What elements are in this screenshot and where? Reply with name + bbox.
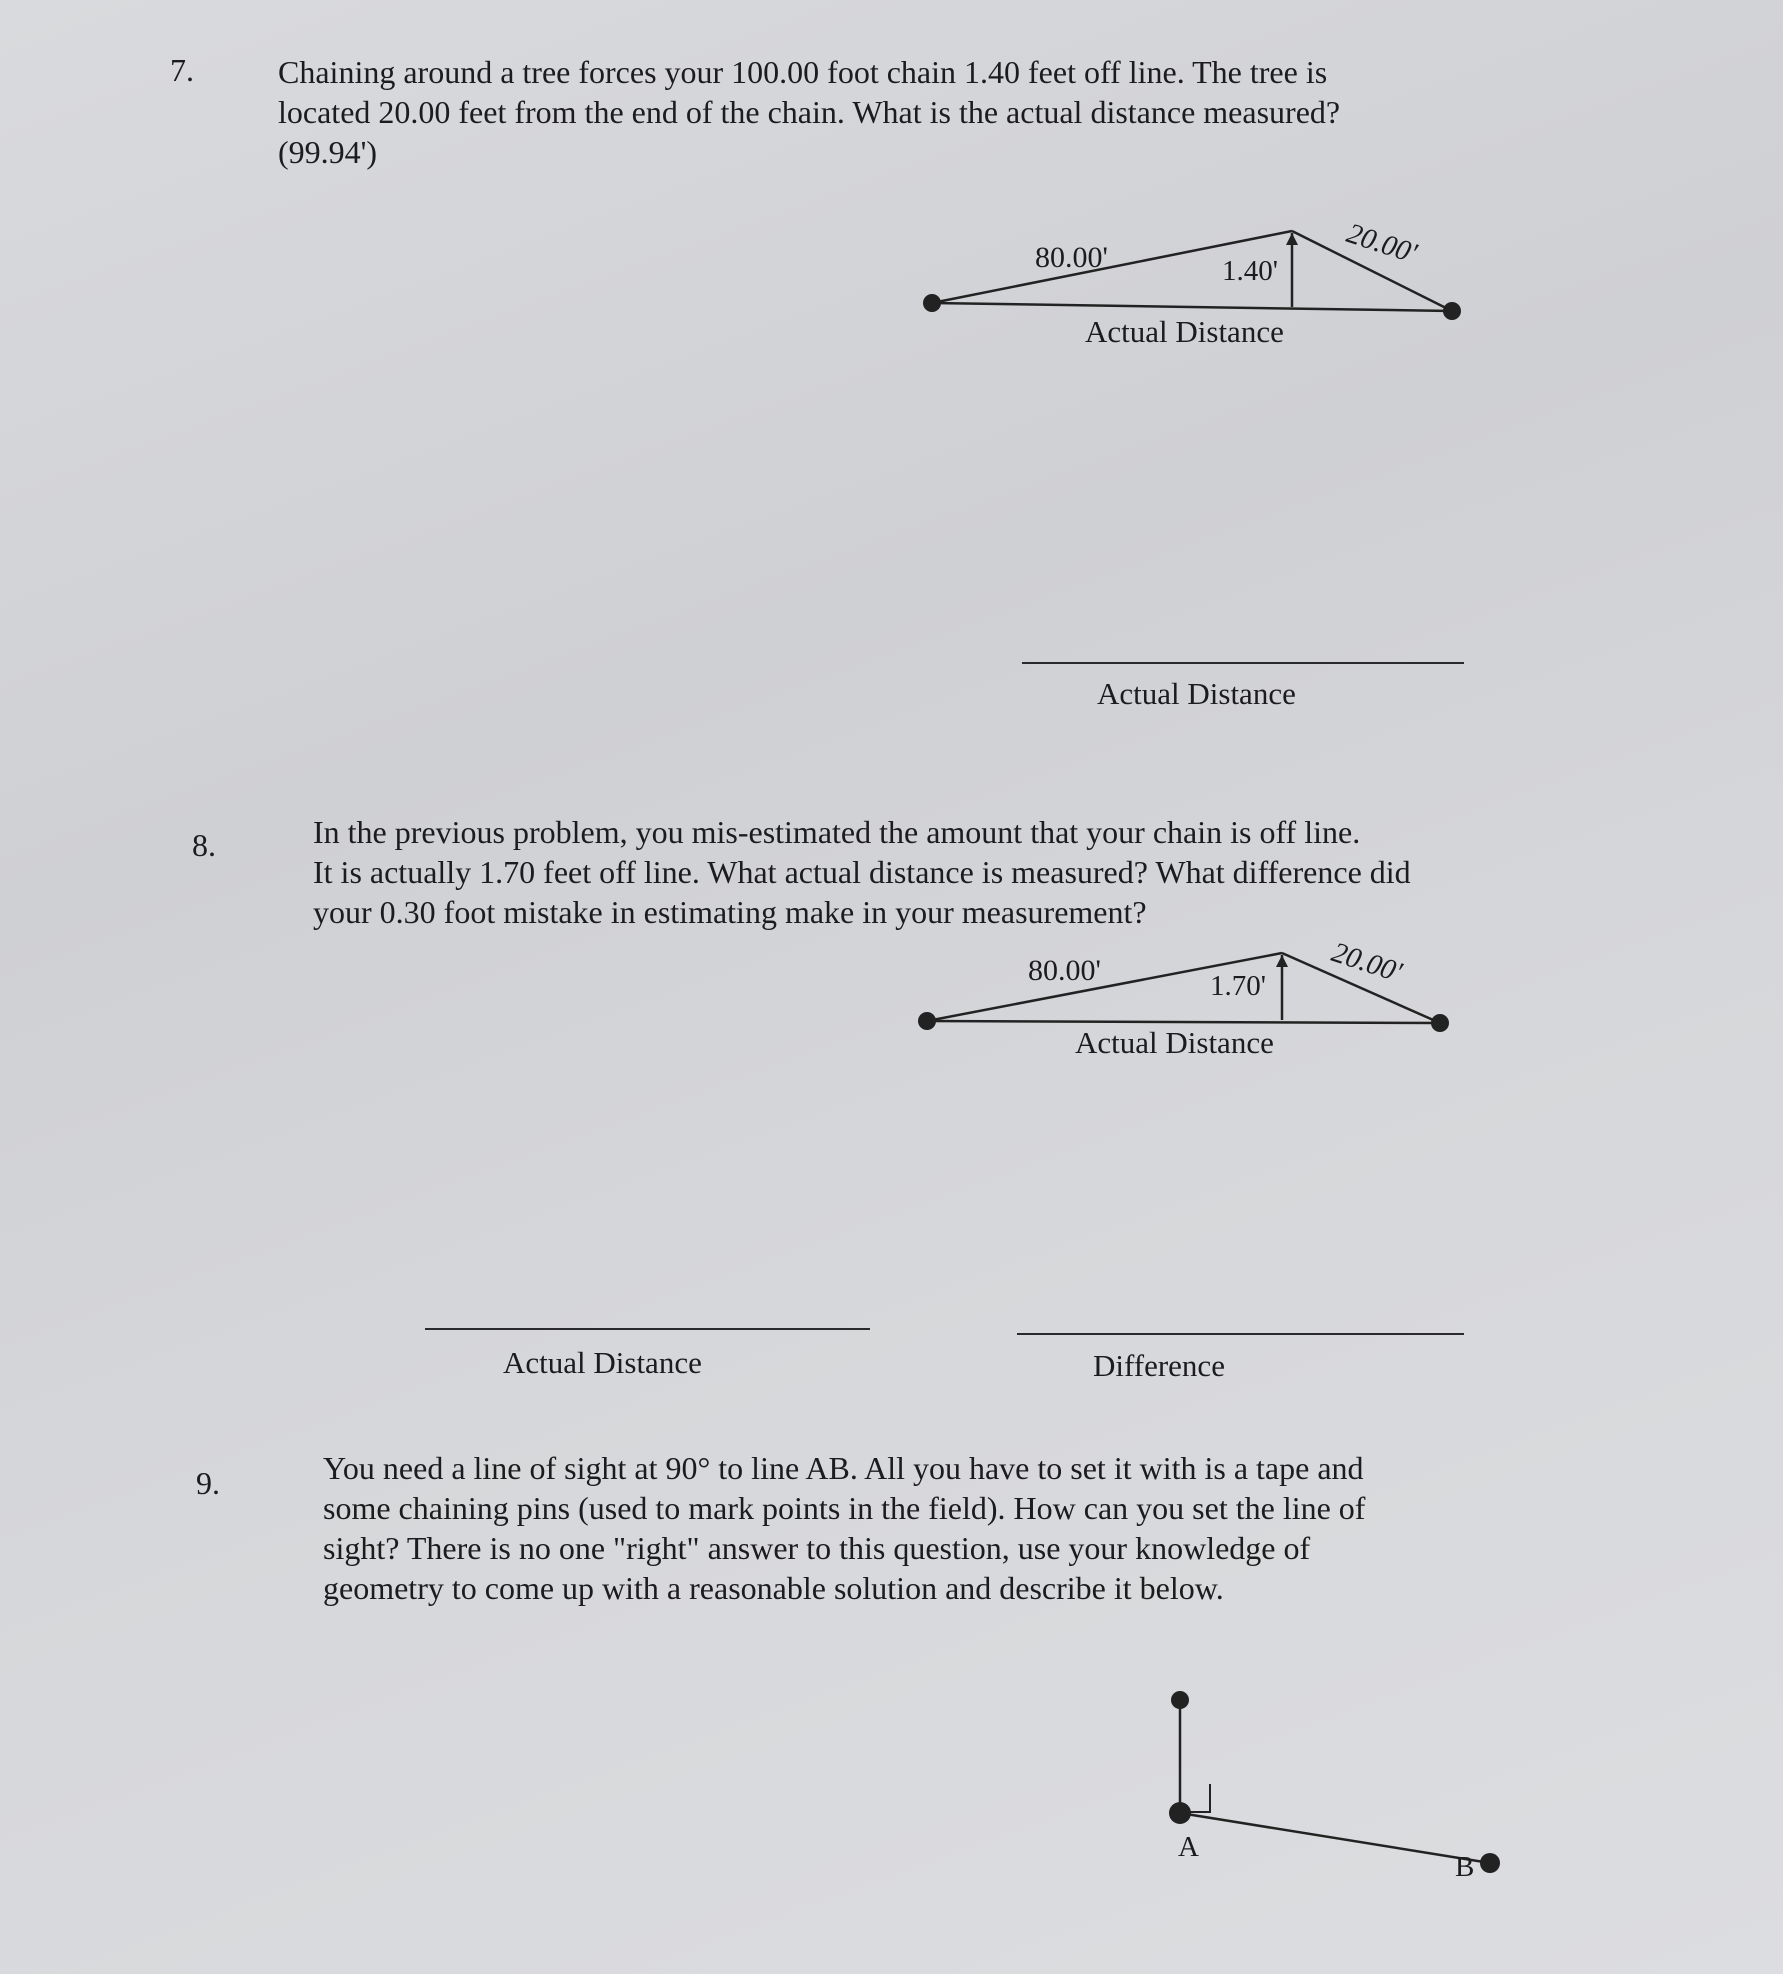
question-9-text [323,1448,1365,1608]
difference-line[interactable] [1017,1333,1464,1335]
question-8-diagram [895,935,1475,1075]
question-8-line: In the previous problem, you mis-estimated the amount that your chain is off line. [313,814,1361,850]
question-7-line: (99.94') [278,134,378,170]
question-9-line: some chaining pins (used to mark points in the field). How can you set the line of [323,1490,1366,1526]
point-b-label: B [1455,1851,1475,1883]
question-9-line: geometry to come up with a reasonable solution and describe it below. [323,1570,1224,1606]
sight-point [1171,1691,1189,1709]
question-9-line: sight? There is no one "right" answer to this question, use your knowledge of [323,1530,1311,1566]
answer-line[interactable] [425,1328,870,1330]
offset-label: 1.70' [1210,970,1266,1002]
question-7-line: located 20.00 feet from the end of the chain. What is the actual distance measured? [278,94,1341,130]
point-a-label: A [1178,1831,1199,1863]
answer-caption: Actual Distance [503,1345,702,1380]
chain-end-point [1443,302,1461,320]
question-9-line: You need a line of sight at 90° to line AB. All you have to set it with is a tape and [323,1450,1364,1486]
point-b [1480,1853,1500,1873]
question-7-diagram [900,215,1480,355]
chain-end-point [1431,1014,1449,1032]
question-8-line: It is actually 1.70 feet off line. What actual distance is measured? What difference did [313,854,1411,890]
base-label: Actual Distance [1075,1025,1274,1060]
difference-caption: Difference [1093,1348,1225,1383]
right-segment-label: 20.00' [1327,936,1406,989]
question-8-number: 8. [192,827,216,863]
chain-start-point [923,294,941,312]
question-7-number: 7. [170,52,194,88]
right-segment-label: 20.00' [1342,217,1421,270]
question-7-text [278,52,1340,172]
point-a [1169,1802,1191,1824]
left-segment-label: 80.00' [1035,241,1108,274]
answer-line[interactable] [1022,662,1464,664]
question-8-text [313,812,1411,932]
question-9-number: 9. [196,1465,220,1501]
chain-start-point [918,1012,936,1030]
question-8-line: your 0.30 foot mistake in estimating make in your measurement? [313,894,1147,930]
answer-caption: Actual Distance [1097,676,1296,711]
base-label: Actual Distance [1085,314,1284,349]
left-segment-label: 80.00' [1028,954,1101,987]
offset-label: 1.40' [1222,255,1278,287]
question-9-diagram [1150,1680,1520,1883]
question-7-line: Chaining around a tree forces your 100.00 foot chain 1.40 feet off line. The tree is [278,54,1328,90]
